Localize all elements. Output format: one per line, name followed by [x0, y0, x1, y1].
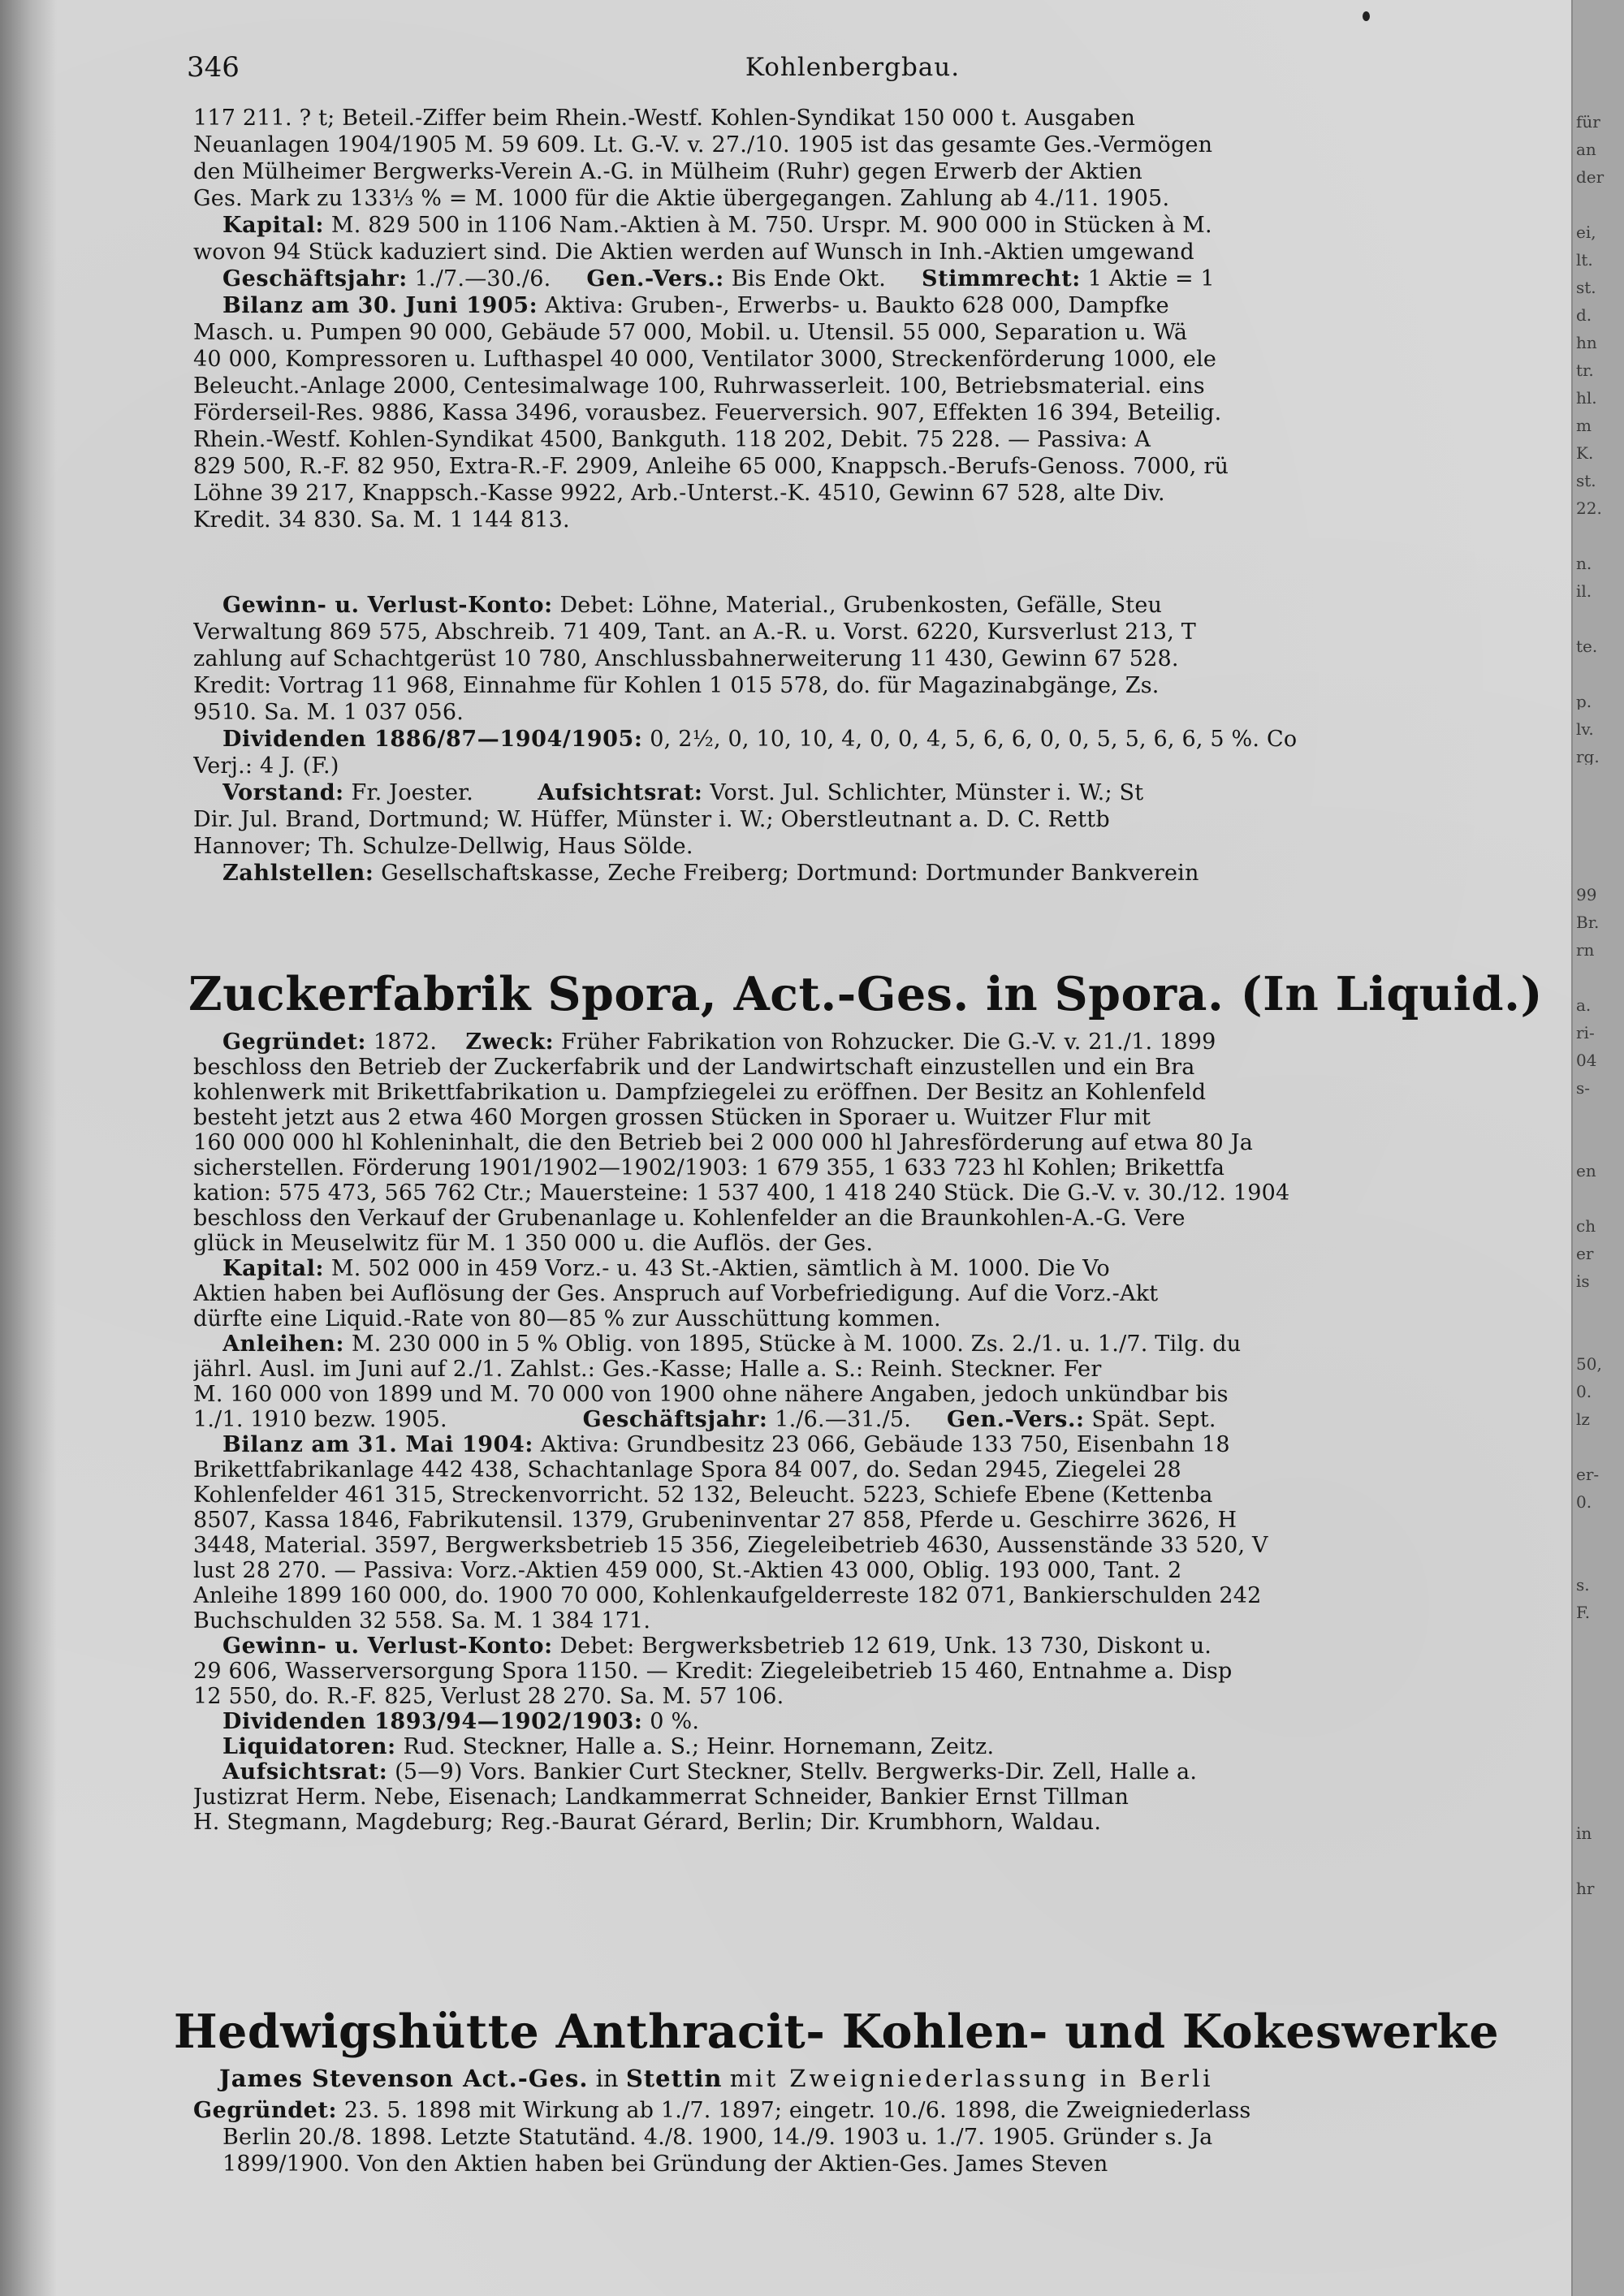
text-line: kation: 575 473, 565 762 Ctr.; Mauersteine: 1 537 400, 1 418 240 Stück. Die G.-V. v. 30./12. 1904: [193, 1180, 1290, 1206]
margin-fragment: 22.: [1576, 500, 1602, 516]
zahlstellen-line: [222, 861, 1566, 886]
text-line: Justizrat Herm. Nebe, Eisenach; Landkammerrat Schneider, Bankier Ernst Tillman: [193, 1785, 1129, 1810]
text-line: Löhne 39 217, Knappsch.-Kasse 9922, Arb.-Unterst.-K. 4510, Gewinn 67 528, alte Div.: [193, 481, 1165, 506]
margin-fragment: st.: [1576, 279, 1596, 296]
gegruendet-line: [193, 2098, 1566, 2123]
liquidatoren-line: [222, 1734, 1566, 1759]
margin-fragment: en: [1576, 1163, 1596, 1179]
text-line: sicherstellen. Förderung 1901/1902—1902/1903: 1 679 355, 1 633 723 hl Kohlen; Brikettfa: [193, 1155, 1225, 1180]
margin-fragment: er: [1576, 1245, 1594, 1262]
text-line: wovon 94 Stück kaduziert sind. Die Aktien werden auf Wunsch in Inh.-Aktien umgewand: [193, 240, 1194, 265]
liquidatoren-label: Liquidatoren:: [222, 1734, 396, 1759]
gegruendet-line: [222, 1029, 1566, 1055]
margin-fragment: rn: [1576, 942, 1595, 958]
dividenden-value: 0 %.: [650, 1709, 700, 1734]
margin-fragment: is: [1576, 1273, 1590, 1289]
text-line: Aktiva: Gruben-, Erwerbs- u. Baukto 628 000, Dampfke: [545, 293, 1169, 318]
text-line: Förderseil-Res. 9886, Kassa 3496, vorausbez. Feuerversich. 907, Effekten 16 394, Beteilig.: [193, 400, 1222, 425]
margin-fragment: n.: [1576, 555, 1592, 572]
text-line: 0, 2½, 0, 10, 10, 4, 0, 0, 4, 5, 6, 6, 0, 0, 5, 5, 6, 6, 5 %. Co: [650, 727, 1298, 752]
text-line: kohlenwerk mit Brikettfabrikation u. Dampfziegelei zu eröffnen. Der Besitz an Kohlenfeld: [193, 1080, 1207, 1105]
text-line: Dir. Jul. Brand, Dortmund; W. Hüffer, Münster i. W.; Oberstleutnant a. D. C. Rettb: [193, 807, 1110, 832]
geschaeftsjahr-label: Geschäftsjahr:: [222, 266, 408, 291]
aufsichtsrat-label: Aufsichtsrat:: [538, 780, 703, 805]
guv-label: Gewinn- u. Verlust-Konto:: [222, 1634, 553, 1659]
text-line: beschloss den Verkauf der Grubenanlage u. Kohlenfelder an die Braunkohlen-A.-G. Vere: [193, 1206, 1186, 1231]
margin-fragment: lv.: [1576, 721, 1594, 737]
margin-fragment: a.: [1576, 997, 1592, 1013]
text-line: den Mülheimer Bergwerks-Verein A.-G. in Mülheim (Ruhr) gegen Erwerb der Aktien: [193, 159, 1142, 184]
anleihen-last-line: [193, 1407, 1566, 1432]
text-line: Neuanlagen 1904/1905 M. 59 609. Lt. G.-V. v. 27./10. 1905 ist das gesamte Ges.-Vermögen: [193, 132, 1213, 158]
text-line: 9510. Sa. M. 1 037 056.: [193, 700, 464, 725]
company-city: Stettin: [625, 2065, 723, 2092]
kapital-line: [222, 1256, 1566, 1281]
text-line: beschloss den Betrieb der Zuckerfabrik und der Landwirtschaft einzustellen und ein Bra: [193, 1055, 1195, 1080]
text-line: M. 502 000 in 459 Vorz.- u. 43 St.-Aktien, sämtlich à M. 1000. Die Vo: [330, 1256, 1110, 1281]
geschaeftsjahr-value: 1./7.—30./6.: [414, 266, 551, 291]
margin-fragment: Br.: [1576, 914, 1600, 930]
text-line: Berlin 20./8. 1898. Letzte Statutänd. 4./8. 1900, 14./9. 1903 u. 1./7. 1905. Gründer s. Ja: [222, 2125, 1213, 2150]
text-line: Kredit. 34 830. Sa. M. 1 144 813.: [193, 507, 570, 533]
ink-speck: [1363, 11, 1370, 21]
text-line: dürfte eine Liquid.-Rate von 80—85 % zur Ausschüttung kommen.: [193, 1306, 941, 1331]
text-line: 1899/1900. Von den Aktien haben bei Gründung der Aktien-Ges. James Steven: [222, 2151, 1108, 2177]
text-line: Früher Fabrikation von Rohzucker. Die G.-V. v. 21./1. 1899: [561, 1029, 1216, 1055]
text-line: Masch. u. Pumpen 90 000, Gebäude 57 000, Mobil. u. Utensil. 55 000, Separation u. Wä: [193, 320, 1188, 345]
geschaeftsjahr-value: 1./6.—31./5.: [775, 1407, 912, 1432]
liquidatoren-value: Rud. Steckner, Halle a. S.; Heinr. Hornemann, Zeitz.: [403, 1734, 995, 1759]
genvers-value: Bis Ende Okt.: [731, 266, 887, 291]
text-line: 8507, Kassa 1846, Fabrikutensil. 1379, Grubeninventar 27 858, Pferde u. Geschirre 3626, H: [193, 1508, 1237, 1533]
zahlstellen-value: Gesellschaftskasse, Zeche Freiberg; Dortmund: Dortmunder Bankverein: [381, 861, 1199, 886]
margin-fragment: m: [1576, 417, 1592, 434]
genvers-label: Gen.-Vers.:: [586, 266, 724, 291]
margin-fragment: 99: [1576, 887, 1597, 903]
page-number: 346: [187, 51, 240, 84]
margin-fragment: te.: [1576, 638, 1598, 654]
anleihen-label: Anleihen:: [222, 1331, 345, 1357]
dividenden-line: [222, 727, 1566, 752]
text-line: Aktiva: Grundbesitz 23 066, Gebäude 133 750, Eisenbahn 18: [540, 1432, 1230, 1457]
dividenden-label: Dividenden 1886/87—1904/1905:: [222, 727, 643, 752]
entry-subtitle-hedwigshuette: [219, 2062, 1214, 2095]
margin-fragment: ri-: [1576, 1025, 1595, 1041]
adjacent-page-margin: [1571, 0, 1624, 2296]
text-line: 160 000 000 hl Kohleninhalt, die den Betrieb bei 2 000 000 hl Jahresförderung auf etwa 80 Ja: [193, 1130, 1254, 1155]
margin-fragment: 04: [1576, 1052, 1597, 1068]
margin-fragment: ei,: [1576, 224, 1596, 240]
margin-fragment: s-: [1576, 1080, 1591, 1096]
text-line: Buchschulden 32 558. Sa. M. 1 384 171.: [193, 1608, 651, 1634]
kapital-label: Kapital:: [222, 213, 325, 238]
text-line: Ges. Mark zu 133⅓ % = M. 1000 für die Aktie übergegangen. Zahlung ab 4./11. 1905.: [193, 186, 1170, 211]
text-line: M. 160 000 von 1899 und M. 70 000 von 1900 ohne nähere Angaben, jedoch unkündbar bis: [193, 1382, 1229, 1407]
kapital-line: [222, 213, 1566, 238]
vorstand-label: Vorstand:: [222, 780, 344, 805]
page-header: [187, 47, 1518, 88]
text-line: Kohlenfelder 461 315, Streckenvorricht. 52 132, Beleucht. 5223, Schiefe Ebene (Kettenba: [193, 1482, 1213, 1508]
guv-line: [222, 1634, 1566, 1659]
text-line: Beleucht.-Anlage 2000, Centesimalwage 100, Ruhrwasserleit. 100, Betriebsmaterial. eins: [193, 373, 1205, 399]
text-line: 12 550, do. R.-F. 825, Verlust 28 270. Sa. M. 57 106.: [193, 1684, 784, 1709]
margin-fragment: d.: [1576, 307, 1592, 323]
margin-fragment: hr: [1576, 1880, 1595, 1897]
text-line: Vorst. Jul. Schlichter, Münster i. W.; St: [710, 780, 1144, 805]
text-line: Verj.: 4 J. (F.): [193, 753, 339, 779]
margin-fragment: il.: [1576, 583, 1592, 599]
geschaeftsjahr-line: [222, 266, 1566, 291]
entry-title-hedwigshuette: Hedwigshütte Anthracit- Kohlen- und Kokeswerke: [173, 2005, 1500, 2059]
text-line: Aktien haben bei Auflösung der Ges. Anspruch auf Vorbefriedigung. Auf die Vorz.-Akt: [193, 1281, 1159, 1306]
margin-fragment: K.: [1576, 445, 1594, 461]
text-line: 23. 5. 1898 mit Wirkung ab 1./7. 1897; eingetr. 10./6. 1898, die Zweigniederlass: [343, 2098, 1251, 2123]
text-line: 829 500, R.-F. 82 950, Extra-R.-F. 2909, Anleihe 65 000, Knappsch.-Berufs-Genoss. 7000, rü: [193, 454, 1229, 479]
geschaeftsjahr-label: Geschäftsjahr:: [582, 1407, 768, 1432]
genvers-label: Gen.-Vers.:: [946, 1407, 1085, 1432]
text-line: (5—9) Vors. Bankier Curt Steckner, Stellv. Bergwerks-Dir. Zell, Halle a.: [395, 1759, 1198, 1785]
gegruendet-label: Gegründet:: [222, 1029, 367, 1055]
text-line: M. 230 000 in 5 % Oblig. von 1895, Stücke à M. 1000. Zs. 2./1. u. 1./7. Tilg. du: [351, 1331, 1242, 1357]
margin-fragment: 0.: [1576, 1383, 1592, 1400]
running-title: Kohlenbergbau.: [745, 53, 961, 82]
margin-fragment: lz: [1576, 1411, 1590, 1427]
text-line: 29 606, Wasserversorgung Spora 1150. — Kredit: Ziegeleibetrieb 15 460, Entnahme a. Disp: [193, 1659, 1233, 1684]
gegruendet-label: Gegründet:: [193, 2098, 338, 2123]
entry-title-zuckerfabrik: Zuckerfabrik Spora, Act.-Ges. in Spora. (In Liquid.): [188, 967, 1543, 1021]
anleihen-line: [222, 1331, 1566, 1357]
margin-fragment: 0.: [1576, 1494, 1592, 1510]
margin-fragment: in: [1576, 1825, 1592, 1841]
genvers-value: Spät. Sept.: [1091, 1407, 1216, 1432]
margin-fragment: F.: [1576, 1604, 1591, 1621]
text-line: glück in Meuselwitz für M. 1 350 000 u. die Auflös. der Ges.: [193, 1231, 874, 1256]
margin-fragment: lt.: [1576, 252, 1593, 268]
margin-fragment: er-: [1576, 1466, 1600, 1482]
text-line: 1./1. 1910 bezw. 1905.: [193, 1407, 447, 1432]
vorstand-line: [222, 780, 1566, 805]
dividenden-label: Dividenden 1893/94—1902/1903:: [222, 1709, 643, 1734]
text-line: Debet: Löhne, Material., Grubenkosten, Gefälle, Steu: [559, 593, 1163, 618]
text-line: besteht jetzt aus 2 etwa 460 Morgen grossen Stücken in Sporaer u. Wuitzer Flur mit: [193, 1105, 1151, 1130]
margin-fragment: tr.: [1576, 362, 1594, 378]
company-name: James Stevenson Act.-Ges.: [219, 2065, 589, 2092]
text-line: H. Stegmann, Magdeburg; Reg.-Baurat Gérard, Berlin; Dir. Krumbhorn, Waldau.: [193, 1810, 1102, 1835]
margin-fragment: rg.: [1576, 749, 1600, 765]
margin-fragment: hl.: [1576, 390, 1597, 406]
aufsichtsrat-line: [222, 1759, 1566, 1785]
text-line: Rhein.-Westf. Kohlen-Syndikat 4500, Bankguth. 118 202, Debit. 75 228. — Passiva: A: [193, 427, 1151, 452]
margin-fragment: s.: [1576, 1577, 1590, 1593]
text-line: jährl. Ausl. im Juni auf 2./1. Zahlst.: Ges.-Kasse; Halle a. S.: Reinh. Steckner. Fer: [193, 1357, 1102, 1382]
text-line: Hannover; Th. Schulze-Dellwig, Haus Sölde.: [193, 834, 693, 859]
zahlstellen-label: Zahlstellen:: [222, 861, 374, 886]
margin-fragment: an: [1576, 141, 1596, 158]
bilanz-label: Bilanz am 30. Juni 1905:: [222, 293, 538, 318]
text-line: Verwaltung 869 575, Abschreib. 71 409, Tant. an A.-R. u. Vorst. 6220, Kursverlust 213, T: [193, 619, 1196, 645]
stimmrecht-value: 1 Aktie = 1: [1087, 266, 1215, 291]
text-line: 3448, Material. 3597, Bergwerksbetrieb 15 356, Ziegeleibetrieb 4630, Aussenstände 33 520, V: [193, 1533, 1268, 1558]
margin-fragment: st.: [1576, 473, 1596, 489]
margin-fragment: für: [1576, 114, 1600, 130]
guv-line: [222, 593, 1566, 618]
kapital-label: Kapital:: [222, 1256, 325, 1281]
margin-fragment: hn: [1576, 334, 1597, 351]
text-line: lust 28 270. — Passiva: Vorz.-Aktien 459 000, St.-Aktien 43 000, Oblig. 193 000, Tant. 2: [193, 1558, 1182, 1583]
bilanz-label: Bilanz am 31. Mai 1904:: [222, 1432, 533, 1457]
subtitle-in: in: [595, 2065, 619, 2092]
dividenden-line: [222, 1709, 1566, 1734]
text-line: 40 000, Kompressoren u. Lufthaspel 40 000, Ventilator 3000, Streckenförderung 1000, ele: [193, 347, 1217, 372]
text-line: Debet: Bergwerksbetrieb 12 619, Unk. 13 730, Diskont u.: [559, 1634, 1212, 1659]
bilanz-line: [222, 293, 1566, 318]
aufsichtsrat-label: Aufsichtsrat:: [222, 1759, 388, 1785]
margin-fragment: der: [1576, 169, 1605, 185]
text-line: Brikettfabrikanlage 442 438, Schachtanlage Spora 84 007, do. Sedan 2945, Ziegelei 28: [193, 1457, 1181, 1482]
vorstand-value: Fr. Joester.: [351, 780, 474, 805]
stimmrecht-label: Stimmrecht:: [922, 266, 1081, 291]
margin-fragment: 50,: [1576, 1356, 1602, 1372]
zweck-label: Zweck:: [465, 1029, 555, 1055]
gegruendet-value: 1872.: [373, 1029, 438, 1055]
margin-fragment: ch: [1576, 1218, 1596, 1234]
scan-left-edge-shadow: [0, 0, 57, 2296]
text-line: zahlung auf Schachtgerüst 10 780, Anschlussbahnerweiterung 11 430, Gewinn 67 528.: [193, 646, 1179, 671]
guv-label: Gewinn- u. Verlust-Konto:: [222, 593, 553, 618]
text-line: M. 829 500 in 1106 Nam.-Aktien à M. 750. Urspr. M. 900 000 in Stücken à M.: [330, 213, 1212, 238]
text-line: 117 211. ? t; Beteil.-Ziffer beim Rhein.-Westf. Kohlen-Syndikat 150 000 t. Ausgaben: [193, 106, 1136, 131]
margin-fragment: p.: [1576, 693, 1592, 710]
bilanz-line: [222, 1432, 1566, 1457]
text-line: Kredit: Vortrag 11 968, Einnahme für Kohlen 1 015 578, do. für Magazinabgänge, Zs.: [193, 673, 1160, 698]
subtitle-rest: mit Zweigniederlassung in Berli: [729, 2065, 1214, 2092]
text-line: Anleihe 1899 160 000, do. 1900 70 000, Kohlenkaufgelderreste 182 071, Bankierschulden 242: [193, 1583, 1262, 1608]
